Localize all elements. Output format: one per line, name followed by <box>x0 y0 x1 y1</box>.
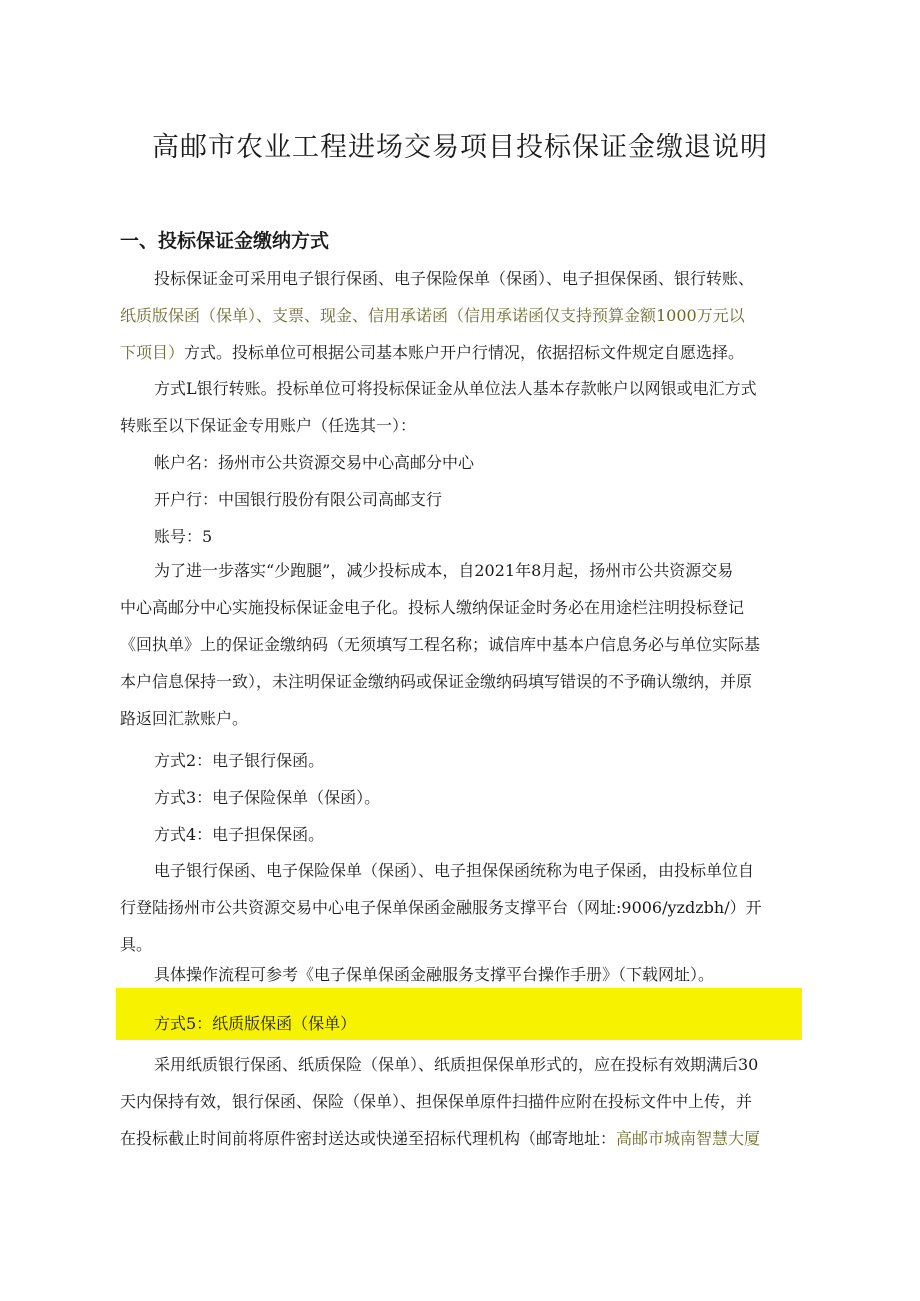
account-info <box>120 444 803 555</box>
method1-line-1: 方式L银行转账。投标单位可将投标保证金从单位法人基本存款帐户以网银或电汇方式 <box>154 379 757 398</box>
paper-paragraph <box>120 1046 803 1157</box>
electronic-line-5: 路返回汇款账户。 <box>120 709 249 728</box>
method4-line: 方式4：电子担保保函。 <box>154 825 325 844</box>
method1-paragraph <box>120 370 803 444</box>
methods-2-4 <box>120 742 803 853</box>
eguarantee-line-1: 电子银行保函、电子保险保单（保函）、电子担保保函统称为电子保函，由投标单位自 <box>154 861 755 880</box>
document-title: 高邮市农业工程进场交易项目投标保证金缴退说明 <box>152 132 768 163</box>
eguarantee-line-2: 行登陆扬州市公共资源交易中心电子保单保函金融服务支撑平台（网址:9006/yzdzbh/）开 <box>120 898 762 917</box>
account-bank: 开户行：中国银行股份有限公司高邮支行 <box>154 490 443 509</box>
intro-line-3-highlight: 下项目） <box>120 343 185 362</box>
paper-line-3 <box>120 1120 803 1157</box>
method2-line: 方式2：电子银行保函。 <box>154 751 325 770</box>
electronic-paragraph <box>120 552 803 737</box>
electronic-line-3: 《回执单》上的保证金缴纳码（无须填写工程名称；诚信库中基本户信息务必与单位实际基 <box>120 635 761 654</box>
intro-line-2: 纸质版保函（保单）、支票、现金、信用承诺函（信用承诺函仅支持预算金额1000万元以 <box>120 306 745 325</box>
method3-line: 方式3：电子保险保单（保函）。 <box>154 788 381 807</box>
electronic-line-4: 本户信息保持一致），未注明保证金缴纳码或保证金缴纳码填写错误的不予确认缴纳，并原 <box>120 672 753 691</box>
eguarantee-paragraph <box>120 852 803 963</box>
eguarantee-line-3: 具。 <box>120 935 153 954</box>
manual-line: 具体操作流程可参考《电子保单保函金融服务支撑平台操作手册》（下载网址）。 <box>154 965 715 984</box>
electronic-line-2: 中心高邮分中心实施投标保证金电子化。投标人缴纳保证金时务必在用途栏注明投标登记 <box>120 598 745 617</box>
account-name: 帐户名：扬州市公共资源交易中心高邮分中心 <box>154 453 475 472</box>
intro-line-3-rest: 方式。投标单位可根据公司基本账户开户行情况，依据招标文件规定自愿选择。 <box>184 343 745 362</box>
method5-line: 方式5：纸质版保函（保单） <box>154 1014 357 1033</box>
intro-line-3 <box>120 334 803 371</box>
electronic-line-1: 为了进一步落实“少跑腿”，减少投标成本，自2021年8月起，扬州市公共资源交易 <box>154 561 734 580</box>
paper-line-1: 采用纸质银行保函、纸质保险（保单）、纸质担保保单形式的，应在投标有效期满后30 <box>154 1055 759 1074</box>
account-number: 账号：5 <box>154 527 213 546</box>
paper-address: 高邮市城南智慧大厦 <box>616 1129 761 1148</box>
paper-line-3-text: 在投标截止时间前将原件密封送达或快递至招标代理机构（邮寄地址： <box>120 1129 617 1148</box>
method1-line-2: 转账至以下保证金专用账户（任选其一）： <box>120 416 417 435</box>
intro-line-1: 投标保证金可采用电子银行保函、电子保险保单（保函）、电子担保保函、银行转账、 <box>154 269 755 288</box>
section-heading-payment-methods: 一、投标保证金缴纳方式 <box>120 230 330 252</box>
intro-paragraph <box>120 260 803 371</box>
paper-line-2: 天内保持有效，银行保函、保险（保单）、担保保单原件扫描件应附在投标文件中上传，并 <box>120 1092 753 1111</box>
